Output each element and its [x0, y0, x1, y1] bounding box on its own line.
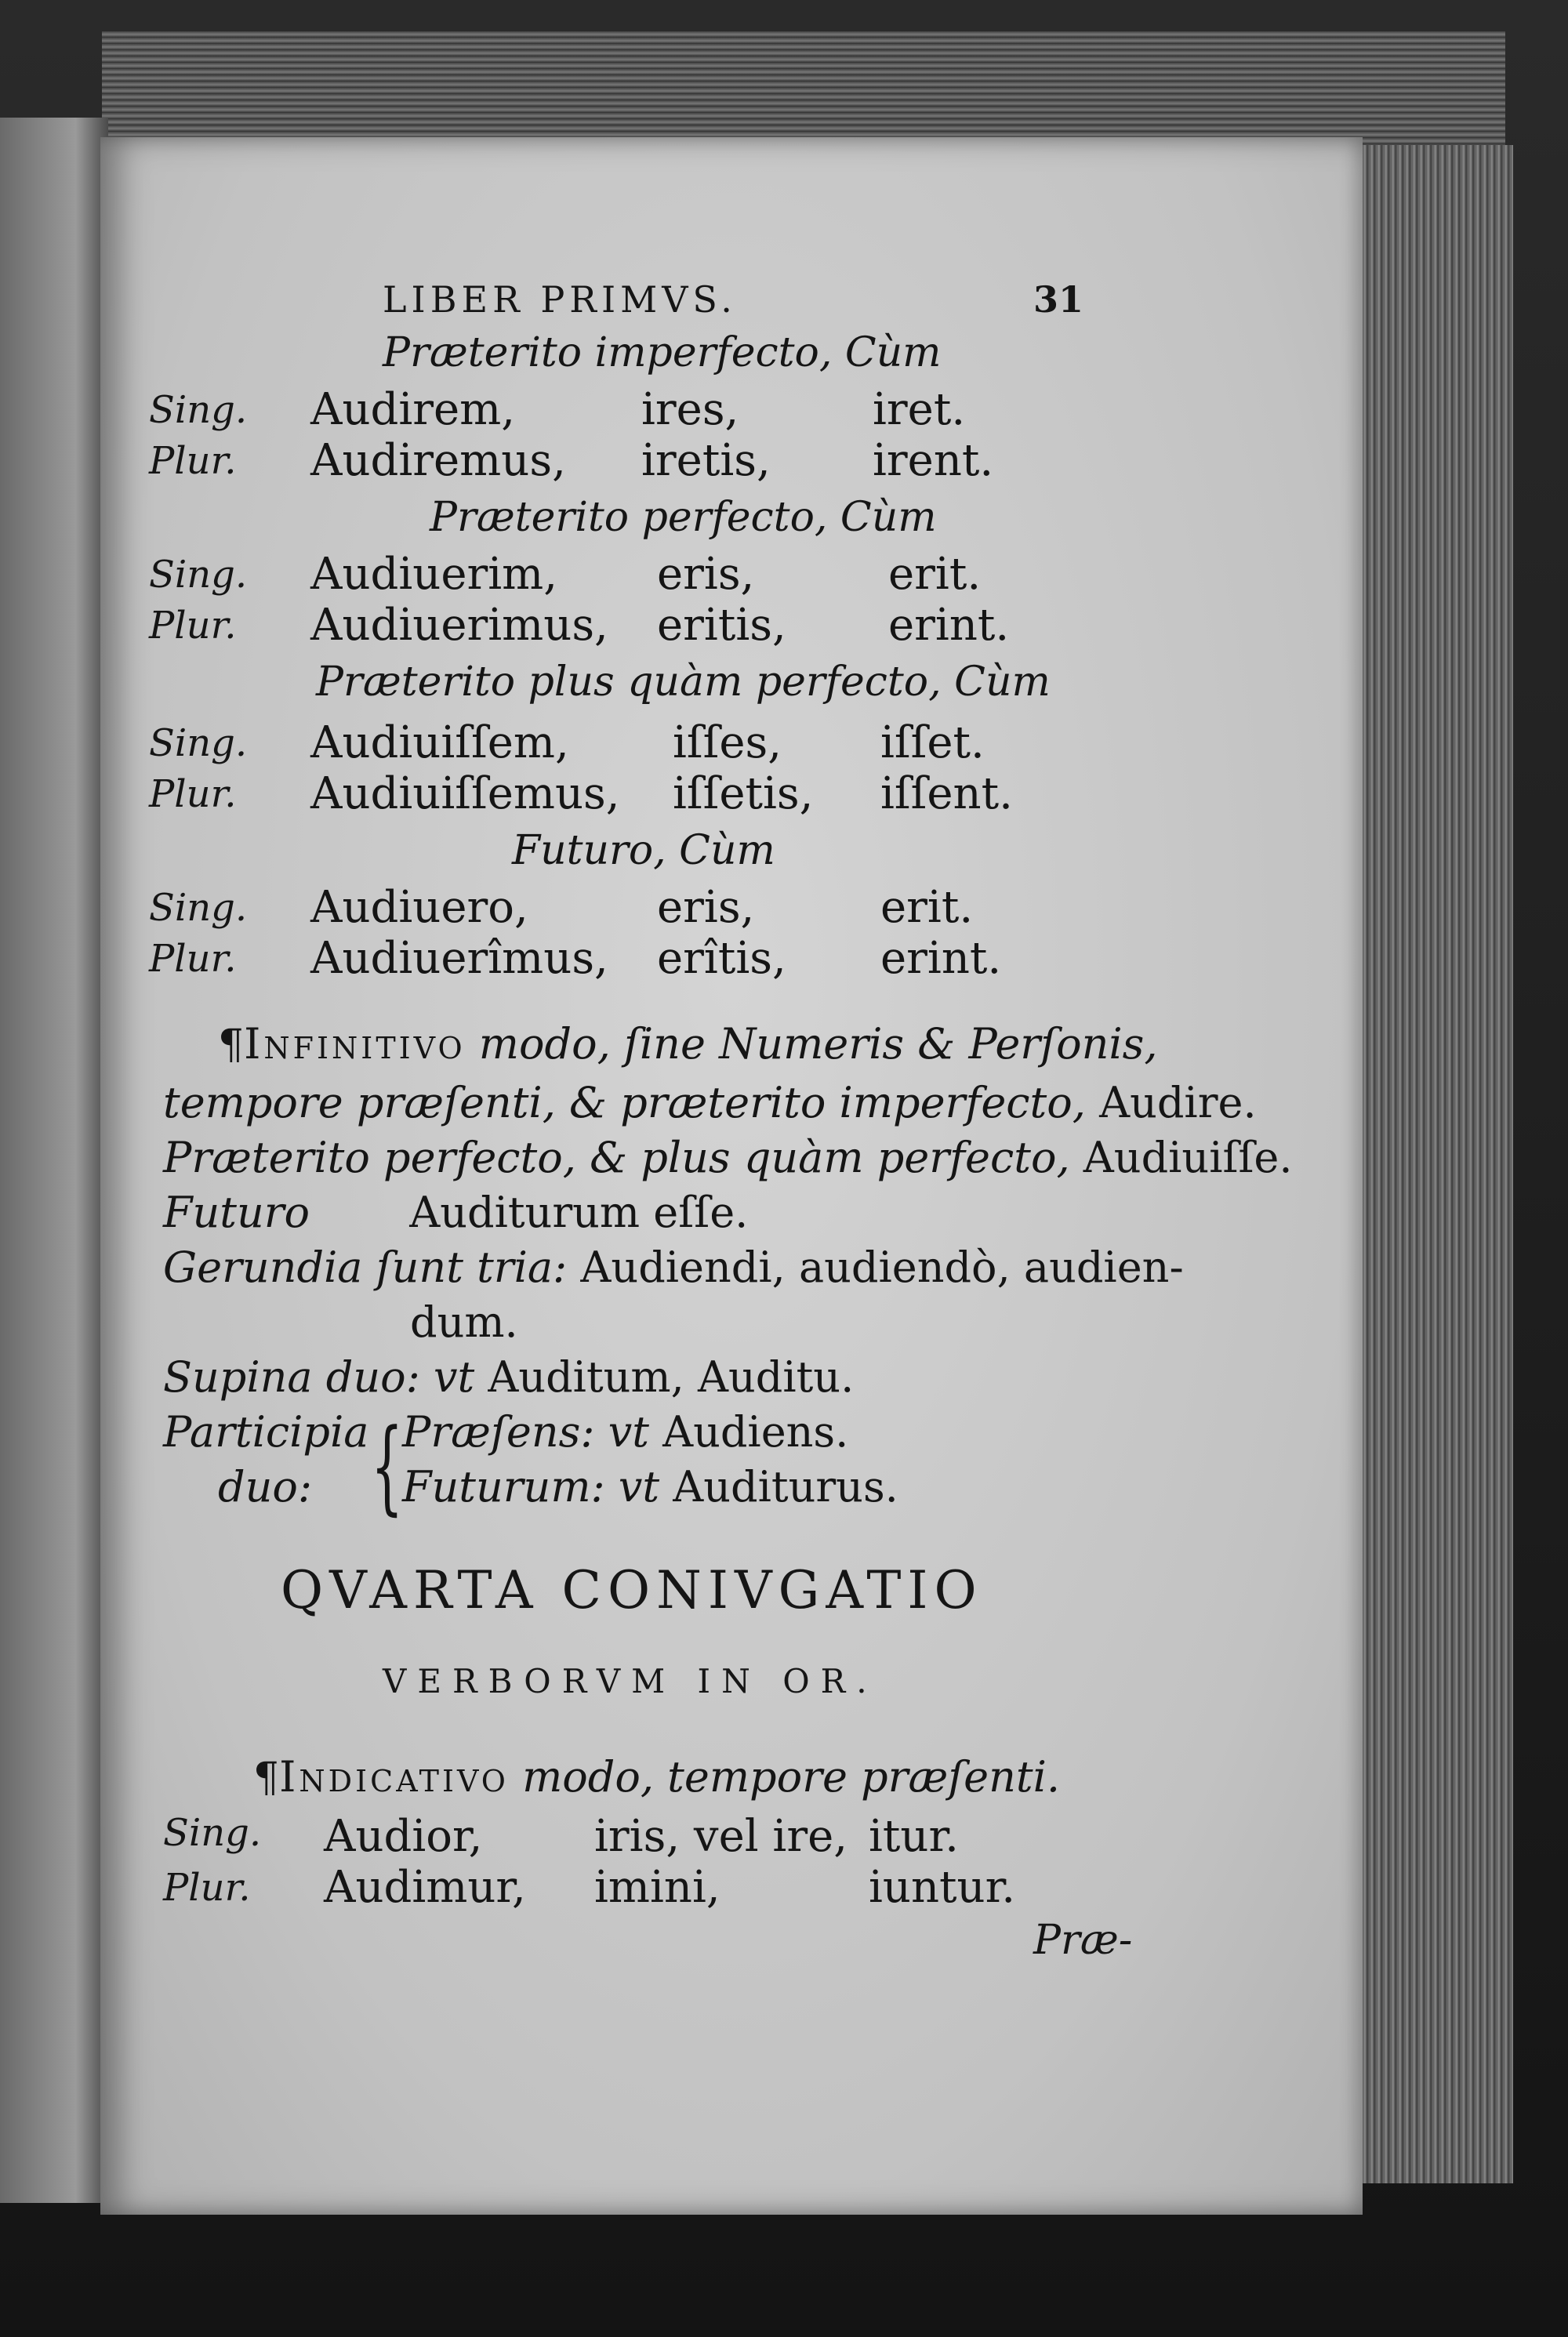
indicative-caps: Indicativo	[279, 1752, 509, 1802]
infinitive-line-4	[163, 1188, 748, 1237]
conjugation-cell: irent.	[873, 435, 994, 486]
conjugation-cell: Audiuerimus,	[310, 600, 608, 651]
supine-label: Supina duo: vt	[163, 1352, 475, 1402]
conjugation-cell: iris, vel ire,	[594, 1811, 848, 1862]
book-top-edge	[102, 31, 1505, 149]
participle-present	[402, 1407, 848, 1457]
curly-brace-icon: {	[371, 1406, 404, 1526]
conjugation-cell: iſſetis,	[673, 768, 814, 819]
conjugation-cell: ires,	[641, 384, 739, 435]
infinitive-rest: modo, ſine Numeris & Perſonis,	[478, 1019, 1158, 1069]
gerund-line	[163, 1243, 1184, 1292]
conjugation-cell: erit.	[880, 882, 974, 933]
conjugation-cell: eris,	[657, 549, 755, 600]
book-page	[100, 137, 1363, 2215]
pilcrow-icon: ¶	[218, 1022, 245, 1069]
conjugation-cell: Audiuerim,	[310, 549, 558, 600]
row-label: Plur.	[163, 1866, 251, 1910]
gerund-continuation	[410, 1297, 518, 1347]
infinitive-italic: Futuro	[163, 1188, 310, 1237]
conjugation-cell: Audiuiſſemus,	[310, 768, 620, 819]
infinitive-line-1	[218, 1019, 1158, 1069]
running-title: LIBER PRIMVS.	[383, 278, 737, 321]
conjugation-cell: Audiuiſſem,	[310, 717, 569, 768]
infinitive-caps: Infinitivo	[244, 1019, 466, 1069]
conjugation-cell: erit.	[888, 549, 982, 600]
row-label: Sing.	[149, 721, 248, 765]
infinitive-form: Auditurum eſſe.	[409, 1188, 749, 1237]
conjugation-cell: itur.	[869, 1811, 959, 1862]
infinitive-form: Audire.	[1099, 1078, 1257, 1127]
conjugation-cell: iuntur.	[869, 1862, 1016, 1913]
section-subtitle: VERBORVM IN OR.	[383, 1662, 878, 1700]
page-content	[100, 137, 1363, 2215]
participle-tense: Præſens: vt	[402, 1407, 649, 1457]
indicative-rest: modo, tempore præſenti.	[522, 1752, 1061, 1802]
conjugation-cell: Audior,	[324, 1811, 483, 1862]
conjugation-cell: imini,	[594, 1862, 720, 1913]
conjugation-cell: Audiuero,	[310, 882, 528, 933]
conjugation-cell: erint.	[888, 600, 1010, 651]
gerund-forms: Audiendi, audiendò, audien-	[580, 1243, 1184, 1292]
conjugation-cell: Audiuerîmus,	[310, 933, 608, 984]
section-title: QVARTA CONIVGATIO	[281, 1560, 983, 1620]
tense-heading: Præterito imperfecto, Cùm	[383, 329, 942, 376]
row-label: Plur.	[149, 604, 237, 648]
participle-future	[402, 1462, 898, 1511]
conjugation-cell: eritis,	[657, 600, 786, 651]
row-label: Plur.	[149, 439, 237, 483]
conjugation-cell: Audirem,	[310, 384, 516, 435]
participle-label: Participia	[163, 1407, 369, 1457]
conjugation-cell: erint.	[880, 933, 1002, 984]
conjugation-cell: iret.	[873, 384, 966, 435]
participle-line-1	[163, 1407, 368, 1457]
supine-forms: Auditum, Auditu.	[488, 1352, 855, 1402]
infinitive-italic: Præterito perfecto, & plus quàm perfecto,	[163, 1133, 1070, 1182]
conjugation-cell: Audimur,	[324, 1862, 526, 1913]
conjugation-cell: iretis,	[641, 435, 771, 486]
participle-tense: Futurum: vt	[402, 1462, 660, 1511]
conjugation-cell: Audiremus,	[310, 435, 566, 486]
catchword: Præ-	[1033, 1917, 1133, 1964]
infinitive-line-2	[163, 1078, 1257, 1127]
row-label: Plur.	[149, 937, 237, 981]
conjugation-cell: erîtis,	[657, 933, 786, 984]
row-label: Sing.	[149, 388, 248, 432]
page-number: 31	[1033, 278, 1084, 321]
row-label: Sing.	[163, 1811, 262, 1855]
participle-form: Audiens.	[662, 1407, 849, 1457]
participle-label-cont: duo:	[218, 1462, 313, 1511]
indicative-heading	[253, 1752, 1060, 1802]
gerund-forms-end: dum.	[410, 1297, 518, 1347]
conjugation-cell: iſſes,	[673, 717, 782, 768]
row-label: Sing.	[149, 553, 248, 597]
participle-form: Auditurus.	[673, 1462, 898, 1511]
infinitive-form: Audiuiſſe.	[1083, 1133, 1293, 1182]
row-label: Plur.	[149, 772, 237, 816]
infinitive-italic: tempore præſenti, & præterito imperfecto,	[163, 1078, 1086, 1127]
gerund-label: Gerundia ſunt tria:	[163, 1243, 568, 1292]
page-block-edge	[1348, 145, 1513, 2183]
tense-heading: Futuro, Cùm	[512, 827, 775, 874]
conjugation-cell: iſſet.	[880, 717, 985, 768]
tense-heading: Præterito plus quàm perfecto, Cùm	[316, 659, 1051, 706]
row-label: Sing.	[149, 886, 248, 930]
participle-line-2	[218, 1462, 312, 1511]
conjugation-cell: eris,	[657, 882, 755, 933]
conjugation-cell: iſſent.	[880, 768, 1013, 819]
infinitive-line-3	[163, 1133, 1293, 1182]
pilcrow-icon: ¶	[253, 1755, 280, 1802]
facing-page-edge	[0, 118, 108, 2203]
supine-line	[163, 1352, 854, 1402]
tense-heading: Præterito perfecto, Cùm	[430, 494, 937, 541]
